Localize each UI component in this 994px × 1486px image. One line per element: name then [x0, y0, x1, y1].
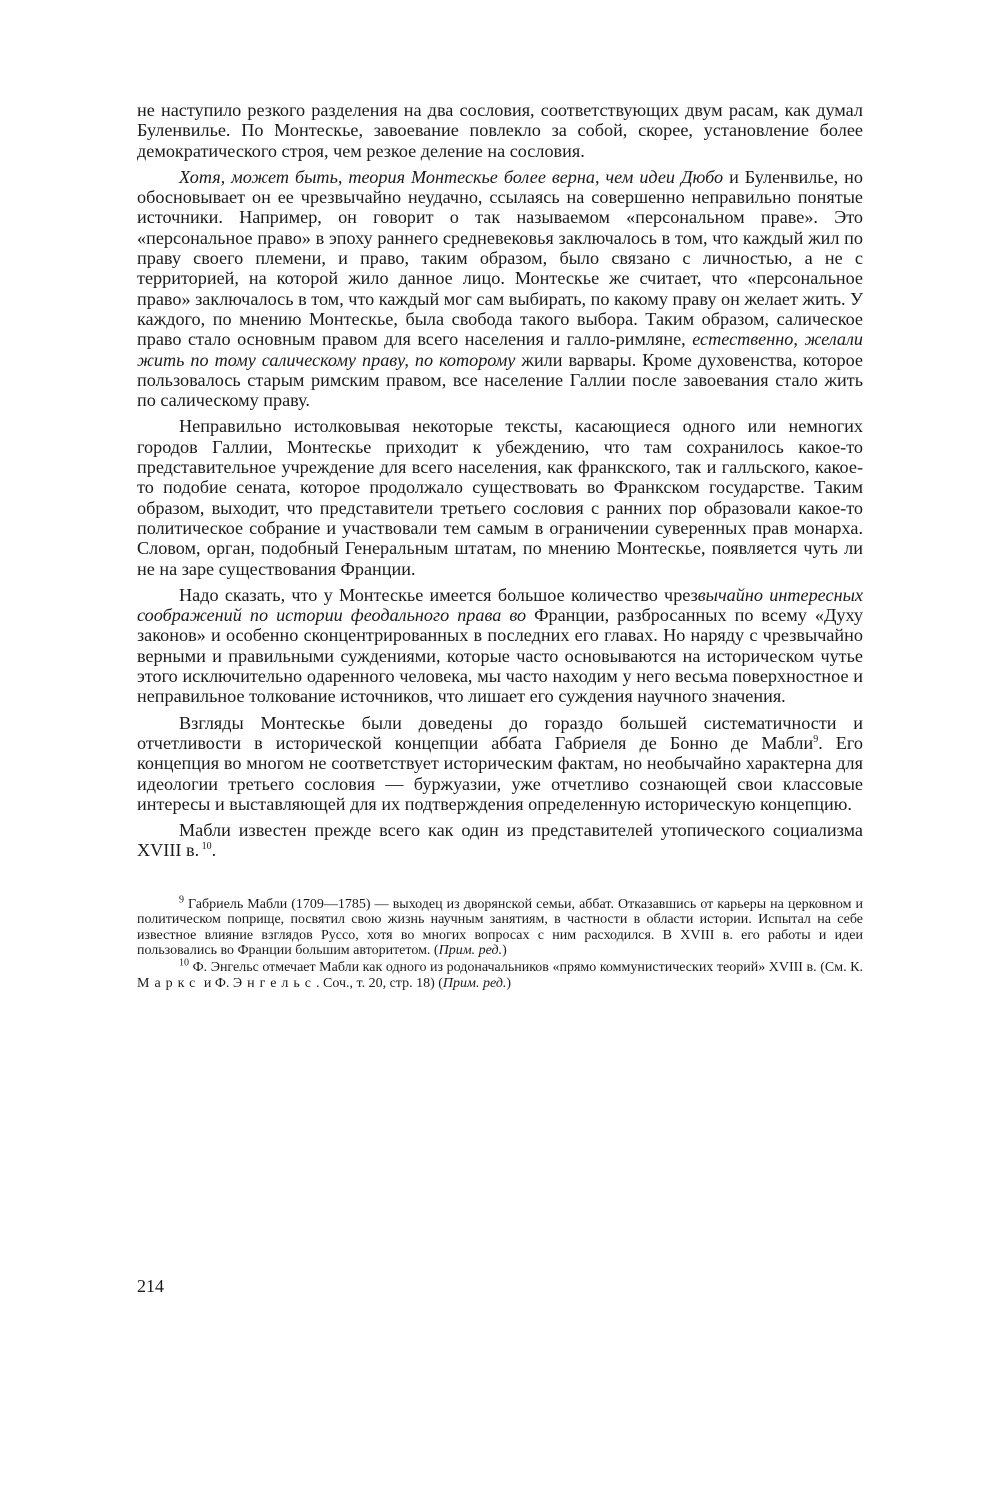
- footnote-fn9: [137, 894, 863, 959]
- text-span: Франции, разбросанных по всему «Духу законов» и особенно сконцентрированных в последних его главах. Но наряду с чрезвычайно верными и правильными суждениями, которые часто основываются на историческом чутье этого исключительно одаренного человека, мы часто находим у него весьма поверхностное и неправильное толкование источников, что лишает его суждения научного значения.: [137, 605, 863, 707]
- spaced-name: Энгельс: [232, 975, 316, 991]
- paragraph-p1: [137, 100, 863, 161]
- text-span: . Соч., т. 20, стр. 18) (: [316, 975, 443, 991]
- text-span: не наступило резкого разделения на два сословия, соответствующих двум расам, как думал Буленвилье. По Монтескье, завоевание повлекло за собой, скорее, установление более демократического строя, чем резкое деление на сословия.: [137, 100, 863, 161]
- text-span: . Его концепция во многом не соответствует историческим фактам, но необычайно характерна для идеологии третьего сословия — буржуазии, уже отчетливо сознающей свои классовые интересы и выставляющей для их подтверждения определенную историческую концепцию.: [137, 732, 863, 814]
- text-span: Габриель Мабли (1709—1785) — выходец из дворянской семьи, аббат. Отказавшись от карьеры на церковном и политическом поприще, посвятил свою жизнь научным занятиям, в частности в области истории. Испытал на себе известное влияние взглядов Руссо, хотя во многих вопросах с ним расходился. В XVIII в. его работы и идеи пользовались во Франции большим авторитетом. (: [137, 896, 863, 959]
- paragraph-p2: [137, 167, 863, 411]
- footnote-fn10: [137, 957, 863, 991]
- footnote-ref: 10: [179, 957, 189, 969]
- paragraph-p5: [137, 713, 863, 814]
- italic-span: вычайно интересных соображений по истории феодального права во: [137, 584, 863, 626]
- book-page: [137, 100, 863, 991]
- page-number: 214: [137, 1276, 164, 1296]
- paragraph-p3: [137, 416, 863, 578]
- italic-span: Хотя, может быть, теория Монтескье более верна, чем идеи Дюбо: [179, 166, 724, 187]
- text-span: Взгляды Монтескье были доведены до гораздо большей систематичности и отчетливости в исторической концепции аббата Габриеля де Бонно де Мабли: [137, 712, 863, 753]
- text-span: .: [211, 840, 217, 861]
- main-text: [137, 100, 863, 861]
- footnotes: [137, 894, 863, 992]
- spaced-name: Маркс: [137, 975, 201, 991]
- text-span: и Ф.: [200, 975, 233, 991]
- footnote-ref: 9: [813, 733, 819, 745]
- paragraph-p6: [137, 820, 863, 861]
- footnote-ref: 10: [199, 841, 212, 853]
- text-span: Мабли известен прежде всего как один из представителей утопического социализма XVIII в.: [137, 820, 863, 861]
- text-span: ): [506, 975, 512, 991]
- text-span: Ф. Энгельс отмечает Мабли как одного из родоначальников «прямо коммунистических теорий» XVIII в. (См. К.: [189, 960, 863, 976]
- text-span: ): [502, 943, 507, 959]
- footnote-ref: 9: [179, 894, 184, 906]
- text-span: и Буленвилье, но обосновывает он ее чрезвычайно неудачно, ссылаясь на совершенно неправильно понятые источники. Например, он говорит о так называемом «персональном праве». Это «персональное право» в эпоху раннего средневековья заключалось в том, что каждый жил по праву своего племени, и право, таким образом, было связано с личностью, а не с территорией, на которой жило данное лицо. Монтескье же считает, что «персональное право» заключалось в том, что каждый мог сам выбирать, по какому праву он желает жить. У каждого, по мнению Монтескье, была свобода такого выбора. Таким образом, салическое право стало основным правом для всего населения и галло-римляне,: [137, 166, 863, 350]
- text-span: Неправильно истолковывая некоторые тексты, касающиеся одного или немногих городов Галлии, Монтескье приходит к убеждению, что там сохранилось какое-то представительное учреждение для всего населения, как франкского, так и галльского, какое-то подобие сената, которое продолжало существовать во Франкском государстве. Таким образом, выходит, что представители третьего сословия с ранних пор образовали какое-то политическое собрание и участвовали тем самым в ограничении суверенных прав монарха. Словом, орган, подобный Генеральным штатам, по мнению Монтескье, появляется чуть ли не на заре существования Франции.: [137, 416, 863, 579]
- text-span: Надо сказать, что у Монтескье имеется большое количество чрез: [179, 584, 698, 605]
- italic-span: естественно, желали жить по тому салическому праву, по которому: [137, 329, 863, 370]
- italic-span: Прим. ред.: [438, 943, 503, 959]
- italic-span: Прим. ред.: [442, 975, 507, 991]
- text-span: жили варвары. Кроме духовенства, которое пользовалось старым римским правом, все население Галлии после завоевания стало жить по салическому праву.: [137, 349, 863, 411]
- paragraph-p4: [137, 585, 863, 707]
